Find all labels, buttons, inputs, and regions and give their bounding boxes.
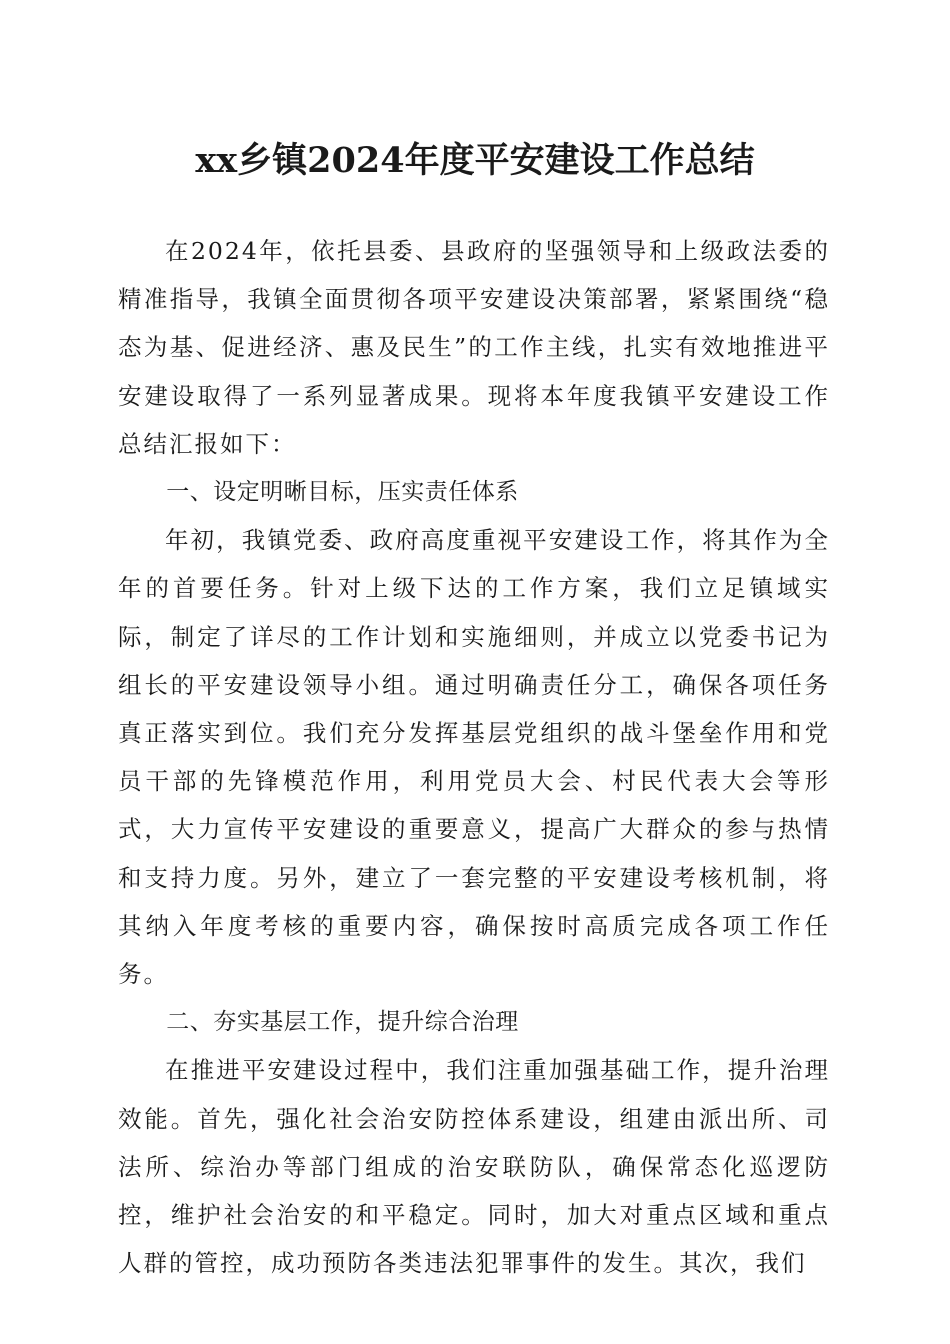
- document-body: [118, 227, 830, 1287]
- intro-paragraph: 在2024年，依托县委、县政府的坚强领导和上级政法委的精准指导，我镇全面贯彻各项平安建设决策部署，紧紧围绕“稳态为基、促进经济、惠及民生”的工作主线，扎实有效地推进平安建设取得了一系列显著成果。现将本年度我镇平安建设工作总结汇报如下：: [118, 237, 830, 458]
- document-title: xx乡镇2024年度平安建设工作总结: [195, 140, 755, 181]
- section-heading-2: 二、夯实基层工作，提升综合治理: [166, 1009, 519, 1036]
- section-1-paragraph: 年初，我镇党委、政府高度重视平安建设工作，将其作为全年的首要任务。针对上级下达的工作方案，我们立足镇域实际，制定了详尽的工作计划和实施细则，并成立以党委书记为组长的平安建设领导小组。通过明确责任分工，确保各项任务真正落实到位。我们充分发挥基层党组织的战斗堡垒作用和党员干部的先锋模范作用，利用党员大会、村民代表大会等形式，大力宣传平安建设的重要意义，提高广大群众的参与热情和支持力度。另外，建立了一套完整的平安建设考核机制，将其纳入年度考核的重要内容，确保按时高质完成各项工作任务。: [118, 526, 830, 989]
- section-heading-1: 一、设定明晰目标，压实责任体系: [166, 479, 519, 506]
- section-2-paragraph: 在推进平安建设过程中，我们注重加强基础工作，提升治理效能。首先，强化社会治安防控体系建设，组建由派出所、司法所、综治办等部门组成的治安联防队，确保常态化巡逻防控，维护社会治安的和平稳定。同时，加大对重点区域和重点人群的管控，成功预防各类违法犯罪事件的发生。其次，我们: [118, 1056, 830, 1278]
